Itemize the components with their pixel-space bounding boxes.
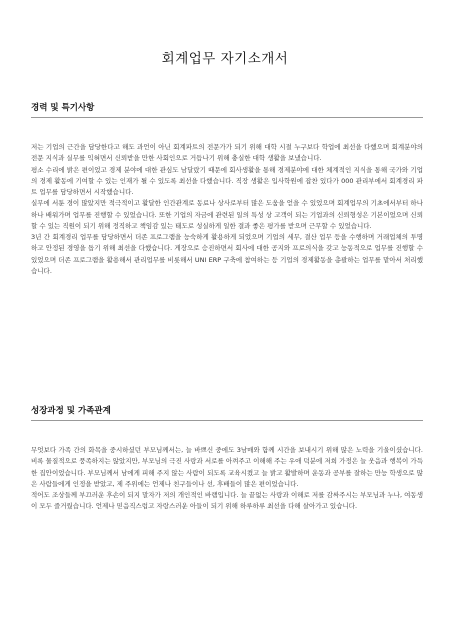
paragraph: 적어도 조상들께 부끄러운 후손이 되지 말자가 저의 개인적인 바램입니다. 늘 끝없는 사랑과 이해로 저를 감싸주시는 부모님과 누나, 여동생이 모두 즐거웠습니다. 언제나 믿음직스럽고 자랑스러운 아들이 되기 위해 하루하루 최선을 다해 살아가고 있습니다. [31, 491, 423, 511]
document-title: 회계업무 자기소개서 [161, 51, 289, 67]
section-heading: 성장과정 및 가족관계 [31, 406, 111, 416]
paragraph: 저는 기업의 근간을 담당한다고 해도 과언이 아닌 회계파트의 전문가가 되기 위해 대학 시절 누구보다 학업에 최선을 다했으며 회계분야의 전문 지식과 실무를 익혀면서 신뢰받을 만한 사회인으로 거듭나기 위해 충실한 대학 생활을 보냈습니다. [31, 143, 423, 163]
section-family [31, 405, 423, 513]
section-body [31, 445, 423, 513]
paragraph: 무엇보다 가족 간의 화목을 중시하셨던 부모님께서는, 늘 바쁘신 중에도 3남매와 함께 시간을 보내시기 위해 많은 노력을 기울이셨습니다. 비록 물질적으로 풍족하지는 않았지만, 부모님의 극진 사랑과 서로를 아껴주고 이해해 주는 우애 덕분에 저희 가정은 늘 웃음과 행복이 가득한 집안이었습니다. 부모님께서 남에게 피해 주지 않는 사람이 되도록 교육시켰고 늘 밝고 활발하며 운동과 공부를 잘하는 만능 학생으로 많은 사람들에게 인정을 받았고, 제 주위에는 언제나 친구들이나 선, 후배들이 많은 편이었습니다. [31, 446, 423, 488]
section-heading: 경력 및 특기사항 [31, 103, 95, 113]
section-body [31, 142, 423, 277]
paragraph: 3년 간 회계경리 업무를 담당하면서 더존 프로그램을 능숙하게 활용하게 되었으며 기업의 세무, 결산 업무 등을 수행하며 거래업체의 투명하고 안정된 경영을 돕기 위해 최선을 다했습니다. 게장으로 승진하면서 회사에 대한 공지와 프로의식을 갖고 능동적으로 업무를 진행할 수 있었으며 더존 프로그램을 활용해서 관리업무를 비롯해서 UNI ERP 구축에 참여하는 등 기업의 경제활동을 총괄하는 업무를 맡아서 처리했습니다. [31, 233, 423, 275]
paragraph: 평소 수리에 밝은 편이었고 경제 분야에 대한 관심도 남달랐기 때문에 회사생활을 통해 경제분야에 대한 체계적인 지식을 통해 국가와 기업의 경제 활동에 기여할 수 있는 인재가 될 수 있도록 최선을 다했습니다. 직장 생활은 입사학원에 잡찬 있다가 000 관리부에서 회계경리 파트 업무를 담당하면서 시작했습니다. [31, 165, 423, 196]
section-divider [31, 420, 423, 421]
section-divider [31, 117, 423, 118]
paragraph: 실무에 서툰 경이 많았지만 적극적이고 활달한 인간관계로 동료나 상사로부터 많은 도움을 얻을 수 있었으며 회계업무의 기초에서부터 하나하나 배워가며 업무를 진행할 수 있었습니다. 또한 기업의 자금에 관련된 일의 특성 상 고객이 되는 기업과의 신뢰형성은 기본이었으며 신뢰할 수 있는 직원이 되기 위해 정직하고 책임감 있는 태도로 성실하게 일한 결과 좋은 평가를 받으며 근무할 수 있었습니다. [31, 199, 423, 230]
section-career [31, 102, 423, 277]
